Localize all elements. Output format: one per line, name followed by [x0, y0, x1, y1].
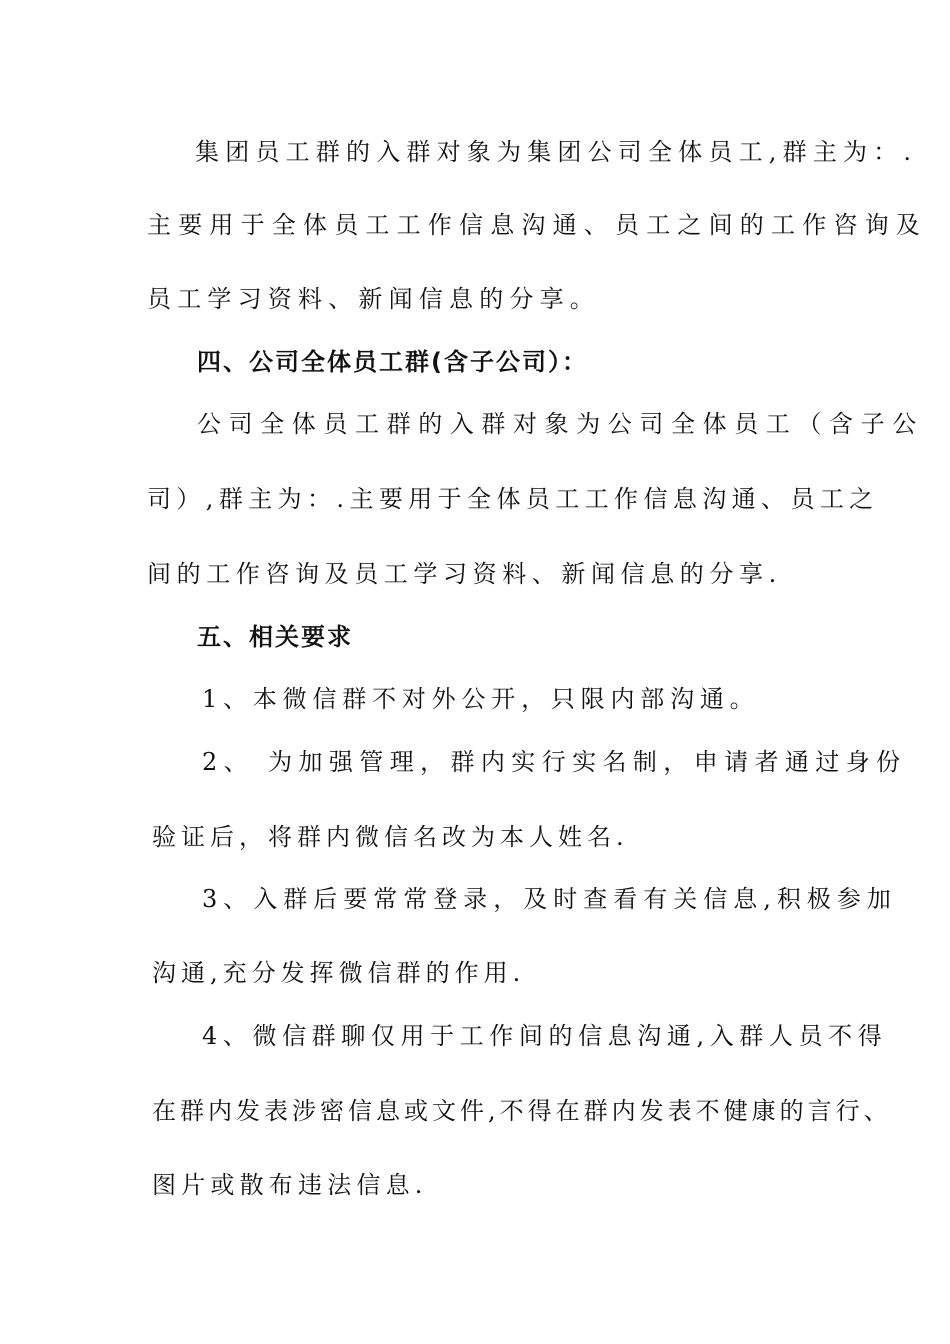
list-item: 2、 为加强管理，群内实行实名制，申请者通过身份: [202, 748, 907, 776]
paragraph-line: 集团员工群的入群对象为集团公司全体员工,群主为：.: [195, 138, 918, 166]
section-heading: 五、相关要求: [197, 623, 353, 651]
list-item-continuation: 沟通,充分发挥微信群的作用.: [152, 959, 526, 987]
paragraph-line: 主要用于全体员工工作信息沟通、员工之间的工作咨询及: [147, 211, 927, 239]
list-item: 4、微信群聊仅用于工作间的信息沟通,入群人员不得: [202, 1022, 888, 1050]
section-heading: 四、公司全体员工群(含子公司）：: [197, 348, 588, 376]
list-item-continuation: 在群内发表涉密信息或文件,不得在群内发表不健康的言行、: [152, 1097, 892, 1125]
list-item: 1、本微信群不对外公开，只限内部沟通。: [202, 685, 760, 713]
list-item: 3、入群后要常常登录，及时查看有关信息,积极参加: [202, 885, 897, 913]
paragraph-line: 司）,群主为：.主要用于全体员工工作信息沟通、员工之: [147, 485, 879, 513]
list-item-continuation: 验证后，将群内微信名改为本人姓名.: [152, 823, 629, 851]
paragraph-line: 间的工作咨询及员工学习资料、新闻信息的分享.: [147, 560, 782, 588]
list-item-continuation: 图片或散布违法信息.: [152, 1171, 428, 1199]
paragraph-line: 公司全体员工群的入群对象为公司全体员工（含子公: [197, 410, 924, 438]
paragraph-line: 员工学习资料、新闻信息的分享。: [147, 285, 600, 313]
